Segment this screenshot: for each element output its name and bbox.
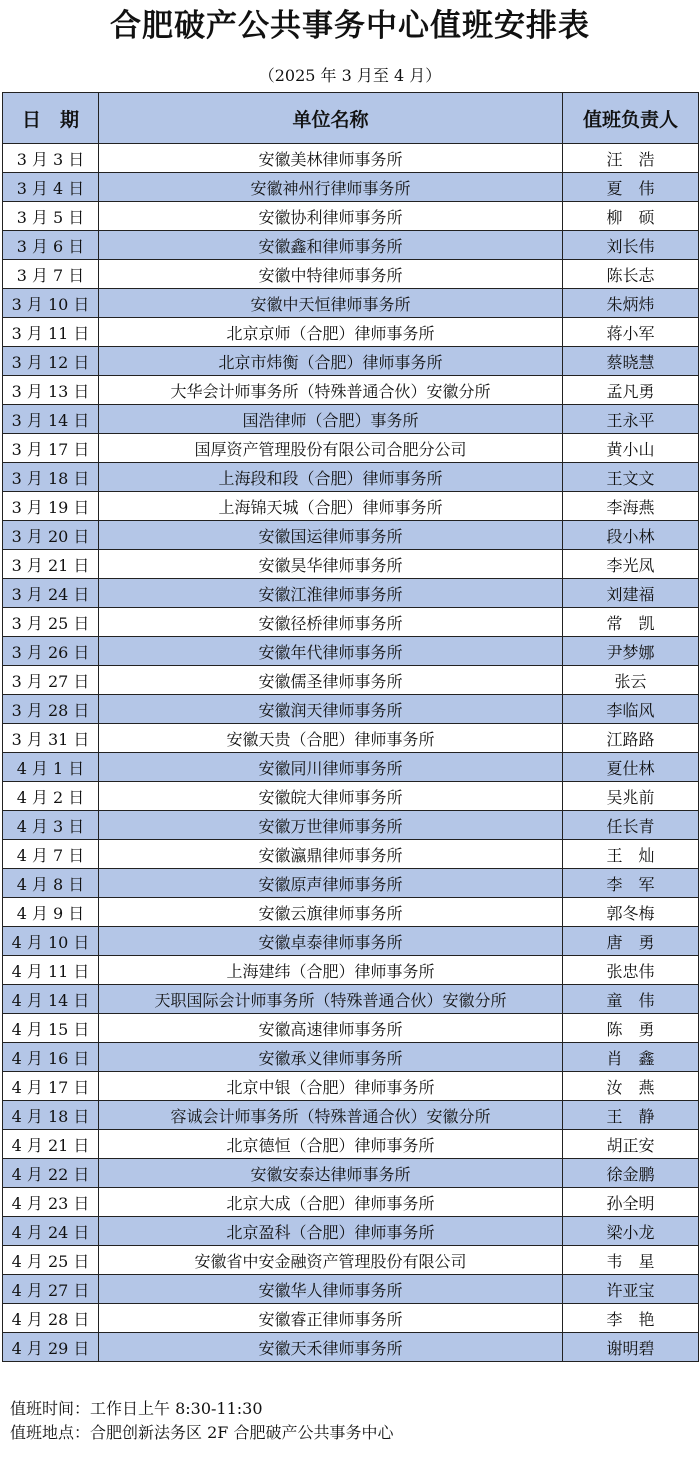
person-cell: 张云 bbox=[563, 666, 699, 695]
person-cell: 唐 勇 bbox=[563, 927, 699, 956]
page-title: 合肥破产公共事务中心值班安排表 bbox=[110, 8, 590, 44]
unit-name-cell: 上海锦天城（合肥）律师事务所 bbox=[99, 492, 563, 521]
unit-name-cell: 安徽同川律师事务所 bbox=[99, 753, 563, 782]
date-cell: 4 月 17 日 bbox=[3, 1072, 99, 1101]
date-cell: 4 月 3 日 bbox=[3, 811, 99, 840]
date-cell: 3 月 13 日 bbox=[3, 376, 99, 405]
table-row bbox=[3, 260, 699, 289]
unit-name-cell: 安徽国运律师事务所 bbox=[99, 521, 563, 550]
unit-name-cell: 北京市炜衡（合肥）律师事务所 bbox=[99, 347, 563, 376]
date-cell: 4 月 9 日 bbox=[3, 898, 99, 927]
person-cell: 吴兆前 bbox=[563, 782, 699, 811]
table-row bbox=[3, 173, 699, 202]
unit-name-cell: 安徽天禾律师事务所 bbox=[99, 1333, 563, 1362]
date-cell: 3 月 27 日 bbox=[3, 666, 99, 695]
table-row bbox=[3, 405, 699, 434]
person-cell: 蒋小军 bbox=[563, 318, 699, 347]
table-header-row bbox=[3, 93, 699, 144]
unit-name-cell: 安徽安泰达律师事务所 bbox=[99, 1159, 563, 1188]
table-row bbox=[3, 1043, 699, 1072]
date-cell: 4 月 16 日 bbox=[3, 1043, 99, 1072]
person-cell: 李 军 bbox=[563, 869, 699, 898]
person-cell: 常 凯 bbox=[563, 608, 699, 637]
person-cell: 黄小山 bbox=[563, 434, 699, 463]
date-cell: 3 月 31 日 bbox=[3, 724, 99, 753]
date-cell: 4 月 15 日 bbox=[3, 1014, 99, 1043]
duty-place-note: 值班地点：合肥创新法务区 2F 合肥破产公共事务中心 bbox=[10, 1423, 394, 1442]
person-cell: 王永平 bbox=[563, 405, 699, 434]
date-cell: 3 月 24 日 bbox=[3, 579, 99, 608]
unit-name-cell: 安徽华人律师事务所 bbox=[99, 1275, 563, 1304]
person-cell: 蔡晓慧 bbox=[563, 347, 699, 376]
date-cell: 4 月 7 日 bbox=[3, 840, 99, 869]
table-row bbox=[3, 695, 699, 724]
person-cell: 刘长伟 bbox=[563, 231, 699, 260]
date-cell: 4 月 28 日 bbox=[3, 1304, 99, 1333]
table-row bbox=[3, 202, 699, 231]
table-row bbox=[3, 376, 699, 405]
person-cell: 肖 鑫 bbox=[563, 1043, 699, 1072]
date-cell: 3 月 11 日 bbox=[3, 318, 99, 347]
table-row bbox=[3, 434, 699, 463]
person-cell: 陈 勇 bbox=[563, 1014, 699, 1043]
unit-name-cell: 大华会计师事务所（特殊普通合伙）安徽分所 bbox=[99, 376, 563, 405]
person-cell: 梁小龙 bbox=[563, 1217, 699, 1246]
date-cell: 3 月 5 日 bbox=[3, 202, 99, 231]
unit-name-cell: 安徽高速律师事务所 bbox=[99, 1014, 563, 1043]
date-cell: 3 月 26 日 bbox=[3, 637, 99, 666]
table-row bbox=[3, 492, 699, 521]
person-cell: 孙全明 bbox=[563, 1188, 699, 1217]
date-cell: 3 月 6 日 bbox=[3, 231, 99, 260]
person-cell: 李临风 bbox=[563, 695, 699, 724]
date-cell: 4 月 18 日 bbox=[3, 1101, 99, 1130]
table-row bbox=[3, 898, 699, 927]
unit-name-cell: 安徽皖大律师事务所 bbox=[99, 782, 563, 811]
table-row bbox=[3, 1014, 699, 1043]
unit-column-header: 单位名称 bbox=[99, 93, 563, 144]
unit-name-cell: 北京德恒（合肥）律师事务所 bbox=[99, 1130, 563, 1159]
person-cell: 童 伟 bbox=[563, 985, 699, 1014]
person-cell: 刘建福 bbox=[563, 579, 699, 608]
date-cell: 4 月 8 日 bbox=[3, 869, 99, 898]
unit-name-cell: 上海建纬（合肥）律师事务所 bbox=[99, 956, 563, 985]
date-cell: 4 月 2 日 bbox=[3, 782, 99, 811]
person-cell: 夏仕林 bbox=[563, 753, 699, 782]
person-cell: 许亚宝 bbox=[563, 1275, 699, 1304]
table-row bbox=[3, 550, 699, 579]
duty-schedule-table bbox=[2, 92, 699, 1362]
date-cell: 3 月 3 日 bbox=[3, 144, 99, 173]
table-row bbox=[3, 724, 699, 753]
unit-name-cell: 安徽中特律师事务所 bbox=[99, 260, 563, 289]
unit-name-cell: 北京盈科（合肥）律师事务所 bbox=[99, 1217, 563, 1246]
person-cell: 李海燕 bbox=[563, 492, 699, 521]
person-cell: 陈长志 bbox=[563, 260, 699, 289]
person-cell: 段小林 bbox=[563, 521, 699, 550]
person-cell: 郭冬梅 bbox=[563, 898, 699, 927]
date-cell: 4 月 24 日 bbox=[3, 1217, 99, 1246]
person-cell: 谢明碧 bbox=[563, 1333, 699, 1362]
unit-name-cell: 北京中银（合肥）律师事务所 bbox=[99, 1072, 563, 1101]
person-cell: 孟凡勇 bbox=[563, 376, 699, 405]
table-row bbox=[3, 1333, 699, 1362]
table-row bbox=[3, 463, 699, 492]
table-row bbox=[3, 840, 699, 869]
unit-name-cell: 安徽年代律师事务所 bbox=[99, 637, 563, 666]
person-cell: 张忠伟 bbox=[563, 956, 699, 985]
person-cell: 任长青 bbox=[563, 811, 699, 840]
unit-name-cell: 安徽儒圣律师事务所 bbox=[99, 666, 563, 695]
person-cell: 王文文 bbox=[563, 463, 699, 492]
unit-name-cell: 国浩律师（合肥）事务所 bbox=[99, 405, 563, 434]
date-cell: 4 月 25 日 bbox=[3, 1246, 99, 1275]
table-row bbox=[3, 1304, 699, 1333]
table-row bbox=[3, 1101, 699, 1130]
date-cell: 4 月 22 日 bbox=[3, 1159, 99, 1188]
date-cell: 4 月 1 日 bbox=[3, 753, 99, 782]
date-cell: 3 月 14 日 bbox=[3, 405, 99, 434]
table-row bbox=[3, 927, 699, 956]
table-row bbox=[3, 1246, 699, 1275]
table-row bbox=[3, 521, 699, 550]
page-subtitle: （2025 年 3 月至 4 月） bbox=[258, 66, 442, 85]
person-cell: 韦 星 bbox=[563, 1246, 699, 1275]
person-cell: 柳 硕 bbox=[563, 202, 699, 231]
unit-name-cell: 天职国际会计师事务所（特殊普通合伙）安徽分所 bbox=[99, 985, 563, 1014]
date-cell: 3 月 10 日 bbox=[3, 289, 99, 318]
table-row bbox=[3, 666, 699, 695]
date-cell: 4 月 14 日 bbox=[3, 985, 99, 1014]
date-cell: 3 月 17 日 bbox=[3, 434, 99, 463]
unit-name-cell: 国厚资产管理股份有限公司合肥分公司 bbox=[99, 434, 563, 463]
unit-name-cell: 安徽原声律师事务所 bbox=[99, 869, 563, 898]
table-row bbox=[3, 869, 699, 898]
unit-name-cell: 安徽美林律师事务所 bbox=[99, 144, 563, 173]
date-cell: 3 月 20 日 bbox=[3, 521, 99, 550]
table-row bbox=[3, 1072, 699, 1101]
unit-name-cell: 安徽神州行律师事务所 bbox=[99, 173, 563, 202]
person-cell: 汝 燕 bbox=[563, 1072, 699, 1101]
date-cell: 3 月 7 日 bbox=[3, 260, 99, 289]
person-cell: 夏 伟 bbox=[563, 173, 699, 202]
table-row bbox=[3, 1159, 699, 1188]
date-cell: 3 月 18 日 bbox=[3, 463, 99, 492]
date-cell: 3 月 28 日 bbox=[3, 695, 99, 724]
schedule-body bbox=[3, 144, 699, 1362]
unit-name-cell: 容诚会计师事务所（特殊普通合伙）安徽分所 bbox=[99, 1101, 563, 1130]
person-cell: 尹梦娜 bbox=[563, 637, 699, 666]
person-cell: 江路路 bbox=[563, 724, 699, 753]
date-cell: 3 月 19 日 bbox=[3, 492, 99, 521]
unit-name-cell: 安徽万世律师事务所 bbox=[99, 811, 563, 840]
date-cell: 4 月 10 日 bbox=[3, 927, 99, 956]
unit-name-cell: 安徽天贵（合肥）律师事务所 bbox=[99, 724, 563, 753]
table-row bbox=[3, 608, 699, 637]
person-cell: 胡正安 bbox=[563, 1130, 699, 1159]
unit-name-cell: 安徽卓泰律师事务所 bbox=[99, 927, 563, 956]
unit-name-cell: 安徽江淮律师事务所 bbox=[99, 579, 563, 608]
table-row bbox=[3, 1275, 699, 1304]
unit-name-cell: 安徽省中安金融资产管理股份有限公司 bbox=[99, 1246, 563, 1275]
unit-name-cell: 安徽中天恒律师事务所 bbox=[99, 289, 563, 318]
table-row bbox=[3, 347, 699, 376]
date-cell: 4 月 29 日 bbox=[3, 1333, 99, 1362]
person-cell: 李光凤 bbox=[563, 550, 699, 579]
table-row bbox=[3, 637, 699, 666]
table-row bbox=[3, 1188, 699, 1217]
table-row bbox=[3, 753, 699, 782]
person-cell: 朱炳炜 bbox=[563, 289, 699, 318]
unit-name-cell: 安徽径桥律师事务所 bbox=[99, 608, 563, 637]
person-column-header: 值班负责人 bbox=[563, 93, 699, 144]
table-row bbox=[3, 1217, 699, 1246]
unit-name-cell: 安徽承义律师事务所 bbox=[99, 1043, 563, 1072]
unit-name-cell: 安徽润天律师事务所 bbox=[99, 695, 563, 724]
table-row bbox=[3, 985, 699, 1014]
table-row bbox=[3, 231, 699, 260]
person-cell: 汪 浩 bbox=[563, 144, 699, 173]
table-row bbox=[3, 956, 699, 985]
duty-time-note: 值班时间：工作日上午 8:30-11:30 bbox=[10, 1399, 263, 1418]
date-cell: 3 月 4 日 bbox=[3, 173, 99, 202]
table-row bbox=[3, 318, 699, 347]
unit-name-cell: 安徽云旗律师事务所 bbox=[99, 898, 563, 927]
person-cell: 王 灿 bbox=[563, 840, 699, 869]
unit-name-cell: 安徽协利律师事务所 bbox=[99, 202, 563, 231]
table-row bbox=[3, 811, 699, 840]
unit-name-cell: 安徽瀛鼎律师事务所 bbox=[99, 840, 563, 869]
date-cell: 4 月 23 日 bbox=[3, 1188, 99, 1217]
unit-name-cell: 安徽昊华律师事务所 bbox=[99, 550, 563, 579]
date-cell: 3 月 25 日 bbox=[3, 608, 99, 637]
unit-name-cell: 安徽睿正律师事务所 bbox=[99, 1304, 563, 1333]
unit-name-cell: 北京大成（合肥）律师事务所 bbox=[99, 1188, 563, 1217]
person-cell: 李 艳 bbox=[563, 1304, 699, 1333]
date-cell: 3 月 21 日 bbox=[3, 550, 99, 579]
person-cell: 徐金鹏 bbox=[563, 1159, 699, 1188]
date-cell: 4 月 21 日 bbox=[3, 1130, 99, 1159]
table-row bbox=[3, 579, 699, 608]
date-cell: 4 月 27 日 bbox=[3, 1275, 99, 1304]
table-row bbox=[3, 289, 699, 318]
person-cell: 王 静 bbox=[563, 1101, 699, 1130]
table-row bbox=[3, 1130, 699, 1159]
date-cell: 3 月 12 日 bbox=[3, 347, 99, 376]
date-cell: 4 月 11 日 bbox=[3, 956, 99, 985]
unit-name-cell: 安徽鑫和律师事务所 bbox=[99, 231, 563, 260]
date-column-header: 日 期 bbox=[3, 93, 99, 144]
unit-name-cell: 上海段和段（合肥）律师事务所 bbox=[99, 463, 563, 492]
unit-name-cell: 北京京师（合肥）律师事务所 bbox=[99, 318, 563, 347]
table-row bbox=[3, 144, 699, 173]
table-row bbox=[3, 782, 699, 811]
